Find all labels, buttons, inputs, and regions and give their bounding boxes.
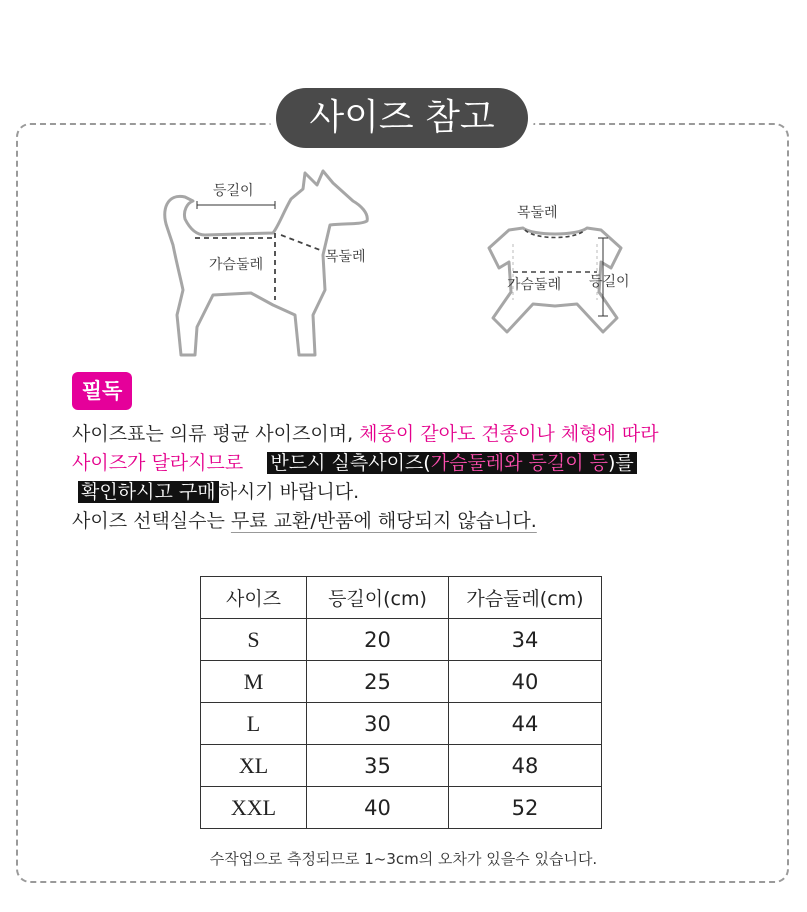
dog-neck-label: 목둘레 xyxy=(325,249,366,265)
dog-back-label: 등길이 xyxy=(213,183,254,199)
table-row xyxy=(201,619,602,661)
cell-chest: 44 xyxy=(449,703,602,745)
cell-size: XL xyxy=(201,745,307,787)
notice-line-1-b: 체중이 같아도 견종이나 체형에 따라 xyxy=(359,423,659,445)
notice-line-2-c: 가슴둘레와 등길이 등 xyxy=(430,452,608,474)
cloth-illustration xyxy=(485,200,645,345)
cell-size: L xyxy=(201,703,307,745)
cell-chest: 34 xyxy=(449,619,602,661)
notice-line-4 xyxy=(72,507,772,536)
table-row xyxy=(201,745,602,787)
cloth-chest-label: 가슴둘레 xyxy=(507,277,562,293)
cell-back: 25 xyxy=(307,661,449,703)
notice-line-1-a: 사이즈표는 의류 평균 사이즈이며, xyxy=(72,423,360,445)
notice-line-2 xyxy=(72,449,772,478)
table-header-row xyxy=(201,577,602,619)
cell-chest: 48 xyxy=(449,745,602,787)
cell-size: M xyxy=(201,661,307,703)
cell-back: 30 xyxy=(307,703,449,745)
dog-illustration xyxy=(155,165,385,365)
notice-line-2-a: 사이즈가 달라지므로 xyxy=(72,452,244,474)
cell-chest: 52 xyxy=(449,787,602,829)
size-table xyxy=(200,576,602,829)
header-back-length: 등길이(cm) xyxy=(307,577,449,619)
table-row xyxy=(201,703,602,745)
header-chest: 가슴둘레(cm) xyxy=(449,577,602,619)
cell-back: 35 xyxy=(307,745,449,787)
cell-back: 20 xyxy=(307,619,449,661)
notice-line-4-b: 무료 교환/반품에 해당되지 않습니다. xyxy=(230,510,537,532)
cell-size: S xyxy=(201,619,307,661)
cell-back: 40 xyxy=(307,787,449,829)
notice-line-1 xyxy=(72,420,772,449)
table-row xyxy=(201,787,602,829)
notice-line-2-b: 반드시 실측사이즈( xyxy=(270,452,431,474)
dog-chest-label: 가슴둘레 xyxy=(209,257,264,273)
table-row xyxy=(201,661,602,703)
header-size: 사이즈 xyxy=(201,577,307,619)
cell-size: XXL xyxy=(201,787,307,829)
notice-highlight-1 xyxy=(267,452,636,474)
footnote: 수작업으로 측정되므로 1~3cm의 오차가 있을수 있습니다. xyxy=(209,850,598,868)
page-title: 사이즈 참고 xyxy=(276,88,528,148)
must-read-badge: 필독 xyxy=(72,372,132,410)
notice-paragraph xyxy=(72,420,772,536)
cloth-back-label: 등길이 xyxy=(589,274,630,290)
notice-line-3 xyxy=(72,478,772,507)
notice-line-4-a: 사이즈 선택실수는 xyxy=(72,510,231,532)
cell-chest: 40 xyxy=(449,661,602,703)
cloth-neck-label: 목둘레 xyxy=(517,205,558,221)
notice-line-3-b: 하시기 바랍니다. xyxy=(218,481,360,503)
notice-highlight-2: 확인하시고 구매 xyxy=(78,481,219,503)
notice-line-2-d: )를 xyxy=(607,452,634,474)
